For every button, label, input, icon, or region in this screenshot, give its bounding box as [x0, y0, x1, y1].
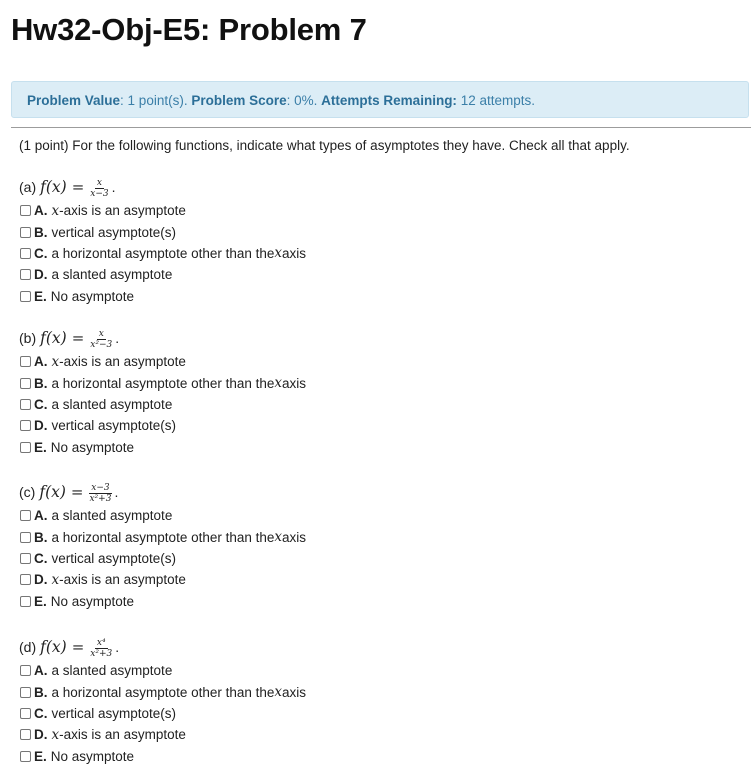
equals-sign: =: [71, 329, 85, 347]
denominator: x−3: [90, 188, 109, 199]
checkbox[interactable]: [20, 510, 31, 521]
option-c-c[interactable]: C. vertical asymptote(s): [19, 548, 719, 569]
checkbox[interactable]: [20, 729, 31, 740]
option-b-d[interactable]: D. vertical asymptote(s): [19, 415, 719, 436]
function-name: f(x): [40, 178, 67, 196]
problem-value-label: Problem Value: [27, 93, 121, 108]
checkbox[interactable]: [20, 708, 31, 719]
function-name: f(x): [40, 638, 67, 656]
checkbox[interactable]: [20, 378, 31, 389]
checkbox[interactable]: [20, 248, 31, 259]
part-label: (a): [19, 179, 37, 195]
problem-info-bar: [11, 81, 749, 118]
numerator: x: [98, 328, 104, 339]
function-name: f(x): [40, 329, 67, 347]
checkbox[interactable]: [20, 596, 31, 607]
part-d: [19, 634, 719, 767]
numerator: x⁴: [96, 637, 106, 648]
checkbox[interactable]: [20, 205, 31, 216]
option-a-e[interactable]: E. No asymptote: [19, 286, 719, 307]
checkbox[interactable]: [20, 269, 31, 280]
function-fraction: [88, 483, 112, 504]
page-title: Hw32-Obj-E5: Problem 7: [11, 12, 367, 47]
checkbox[interactable]: [20, 399, 31, 410]
checkbox[interactable]: [20, 420, 31, 431]
checkbox[interactable]: [20, 532, 31, 543]
option-d-e[interactable]: E. No asymptote: [19, 746, 719, 767]
option-d-b[interactable]: B. a horizontal asymptote other than the x axis: [19, 681, 719, 702]
function-name: f(x): [39, 483, 66, 501]
divider: [11, 127, 751, 128]
checkbox[interactable]: [20, 442, 31, 453]
numerator: x−3: [91, 482, 110, 493]
equals-sign: =: [71, 178, 85, 196]
numerator: x: [96, 177, 102, 188]
option-c-a[interactable]: A. a slanted asymptote: [19, 505, 719, 526]
part-d-function: (d) f(x) = $\frac{\text{x⁴}}{\text{x²+3}}$ .: [19, 637, 120, 659]
checkbox[interactable]: [20, 574, 31, 585]
option-a-a[interactable]: A. x -axis is an asymptote: [19, 200, 719, 221]
problem-score-text: : 0%.: [286, 93, 318, 108]
checkbox[interactable]: [20, 291, 31, 302]
option-b-e[interactable]: E. No asymptote: [19, 437, 719, 458]
part-c-function: (c) f(x) = $\frac{x-3}{\text{x²+3}}$ .: [19, 482, 119, 504]
denominator: x²+3: [90, 648, 113, 659]
part-c-options: [19, 505, 719, 612]
checkbox[interactable]: [20, 665, 31, 676]
option-b-a[interactable]: A. x -axis is an asymptote: [19, 351, 719, 372]
part-b-options: [19, 351, 719, 458]
option-c-d[interactable]: D. x -axis is an asymptote: [19, 569, 719, 590]
option-d-d[interactable]: D. x -axis is an asymptote: [19, 724, 719, 745]
checkbox[interactable]: [20, 356, 31, 367]
part-label: (d): [19, 639, 37, 655]
problem-value-text: : 1 point(s).: [120, 93, 188, 108]
checkbox[interactable]: [20, 227, 31, 238]
part-a-options: [19, 200, 719, 307]
part-b: [19, 325, 719, 458]
function-fraction: [89, 178, 109, 199]
part-label: (b): [19, 330, 37, 346]
equals-sign: =: [70, 483, 84, 501]
option-a-c[interactable]: C. a horizontal asymptote other than the x axis: [19, 243, 719, 264]
option-d-c[interactable]: C. vertical asymptote(s): [19, 703, 719, 724]
problem-score-label: Problem Score: [191, 93, 287, 108]
option-c-e[interactable]: E. No asymptote: [19, 591, 719, 612]
equals-sign: =: [71, 638, 85, 656]
attempts-remaining-label: Attempts Remaining:: [321, 93, 457, 108]
option-a-b[interactable]: B. vertical asymptote(s): [19, 221, 719, 242]
option-b-b[interactable]: B. a horizontal asymptote other than the x axis: [19, 372, 719, 393]
part-b-function: (b) f(x) = $\frac{x}{\text{x²−3}}$ .: [19, 328, 120, 350]
part-c: [19, 479, 719, 612]
checkbox[interactable]: [20, 553, 31, 564]
option-d-a[interactable]: A. a slanted asymptote: [19, 660, 719, 681]
part-label: (c): [19, 484, 36, 500]
problem-intro: (1 point) For the following functions, indicate what types of asymptotes they have. Check all that apply.: [19, 138, 630, 153]
part-a-function: (a) f(x) = $\frac{x}{x-3}$ .: [19, 177, 116, 199]
function-fraction: [89, 638, 113, 659]
option-a-d[interactable]: D. a slanted asymptote: [19, 264, 719, 285]
denominator: x²+3: [89, 493, 112, 504]
function-fraction: [89, 329, 113, 350]
denominator: x²−3: [90, 339, 113, 350]
part-a: [19, 174, 719, 307]
option-c-b[interactable]: B. a horizontal asymptote other than the x axis: [19, 526, 719, 547]
checkbox[interactable]: [20, 751, 31, 762]
attempts-remaining-text: 12 attempts.: [460, 93, 535, 108]
checkbox[interactable]: [20, 687, 31, 698]
part-d-options: [19, 660, 719, 767]
option-b-c[interactable]: C. a slanted asymptote: [19, 394, 719, 415]
